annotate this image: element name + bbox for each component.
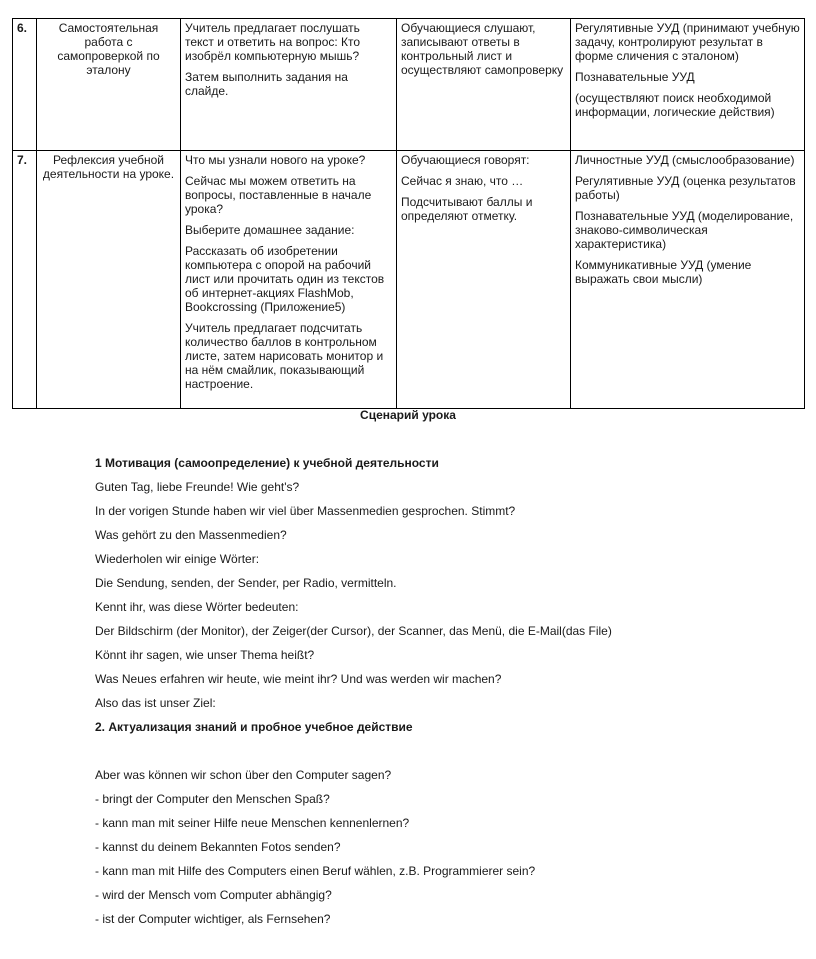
teacher-text: Что мы узнали нового на уроке? (185, 153, 366, 167)
script-line: - kann man mit seiner Hilfe neue Menschen kennenlernen? (95, 816, 410, 830)
teacher-text: Рассказать об изобретении компьютера с опорой на рабочий лист или прочитать один из текстов об интернет-акциях FlashMob, Bookcrossing (Приложение5) (185, 244, 385, 314)
table-row (13, 19, 805, 151)
script-line: Könnt ihr sagen, wie unser Thema heißt? (95, 648, 315, 662)
script-line: Der Bildschirm (der Monitor), der Zeiger(der Cursor), der Scanner, das Menü, die E-Mail(das File) (95, 624, 612, 638)
section-heading: 2. Актуализация знаний и пробное учебное действие (95, 720, 413, 734)
row-number: 7. (13, 151, 37, 409)
script-line: Was gehört zu den Massenmedien? (95, 528, 287, 542)
uud-cell (571, 151, 805, 409)
stage-cell: Рефлексия учебной деятельности на уроке. (37, 151, 181, 409)
script-line: Wiederholen wir einige Wörter: (95, 552, 260, 566)
scenario-title: Сценарий урока (360, 408, 456, 422)
student-activity-cell (397, 151, 571, 409)
uud-text: Личностные УУД (смыслообразование) (575, 153, 795, 167)
student-text: Обучающиеся говорят: (401, 153, 530, 167)
row-number: 6. (13, 19, 37, 151)
uud-text: Коммуникативные УУД (умение выражать свои мысли) (575, 258, 752, 286)
script-line: - wird der Mensch vom Computer abhängig? (95, 888, 332, 902)
script-line: - bringt der Computer den Menschen Spaß? (95, 792, 330, 806)
script-line: - kannst du deinem Bekannten Fotos senden? (95, 840, 341, 854)
uud-text: Регулятивные УУД (оценка результатов работы) (575, 174, 796, 202)
script-line: Guten Tag, liebe Freunde! Wie geht's? (95, 480, 300, 494)
teacher-text: Учитель предлагает подсчитать количество баллов в контрольном листе, затем нарисовать монитор и на нём смайлик, показывающий настроение. (185, 321, 384, 391)
student-text: Обучающиеся слушают, записывают ответы в контрольный лист и осуществляют самопроверку (401, 21, 564, 77)
section-heading: 1 Мотивация (самоопределение) к учебной деятельности (95, 456, 439, 470)
table-row (13, 151, 805, 409)
script-line: In der vorigen Stunde haben wir viel über Massenmedien gesprochen. Stimmt? (95, 504, 516, 518)
teacher-text: Учитель предлагает послушать текст и ответить на вопрос: Кто изобрёл компьютерную мышь? (185, 21, 361, 63)
teacher-activity-cell (181, 151, 397, 409)
uud-text: Регулятивные УУД (принимают учебную задачу, контролируют результат в форме сличения с эталоном) (575, 21, 800, 63)
uud-text: (осуществляют поиск необходимой информации, логические действия) (575, 91, 775, 119)
teacher-text: Затем выполнить задания на слайде. (185, 70, 348, 98)
scenario-text (95, 455, 795, 935)
stage-cell: Самостоятельная работа с самопроверкой по эталону (37, 19, 181, 151)
script-line: Aber was können wir schon über den Computer sagen? (95, 768, 392, 782)
script-line: Was Neues erfahren wir heute, wie meint ihr? Und was werden wir machen? (95, 672, 502, 686)
blank-line (95, 743, 795, 767)
student-text: Подсчитывают баллы и определяют отметку. (401, 195, 533, 223)
uud-cell (571, 19, 805, 151)
uud-text: Познавательные УУД (575, 70, 695, 84)
teacher-text: Выберите домашнее задание: (185, 223, 355, 237)
script-line: Kennt ihr, was diese Wörter bedeuten: (95, 600, 299, 614)
script-line: - ist der Computer wichtiger, als Fernsehen? (95, 912, 331, 926)
teacher-activity-cell (181, 19, 397, 151)
script-line: Also das ist unser Ziel: (95, 696, 216, 710)
student-text: Сейчас я знаю, что … (401, 174, 524, 188)
uud-text: Познавательные УУД (моделирование, знаково-символическая характеристика) (575, 209, 794, 251)
teacher-text: Сейчас мы можем ответить на вопросы, поставленные в начале урока? (185, 174, 372, 216)
script-line: Die Sendung, senden, der Sender, per Radio, vermitteln. (95, 576, 397, 590)
student-activity-cell (397, 19, 571, 151)
script-line: - kann man mit Hilfe des Computers einen Beruf wählen, z.B. Programmierer sein? (95, 864, 536, 878)
lesson-table (12, 18, 805, 409)
